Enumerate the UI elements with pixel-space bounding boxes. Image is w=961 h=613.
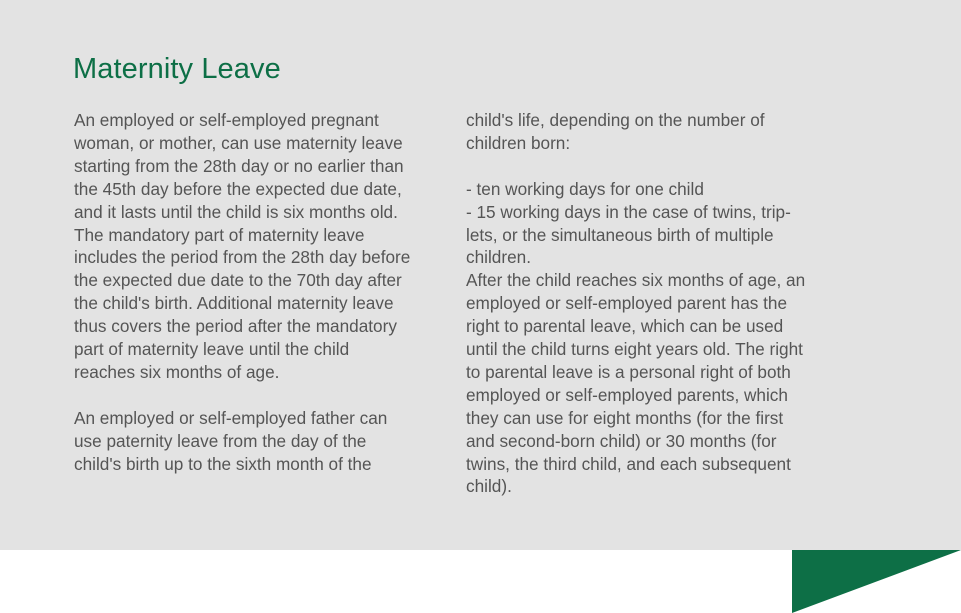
text-line: right to parental leave, which can be used <box>466 316 784 337</box>
paternity-leave-continued <box>466 109 838 155</box>
text-line: An employed or self-employed pregnant <box>74 110 379 130</box>
text-line: children born: <box>466 132 571 153</box>
text-line: the child's birth. Additional maternity leave <box>74 293 394 314</box>
parental-leave-paragraph <box>466 269 838 498</box>
list-item-continuation: children. <box>466 247 531 268</box>
text-line: reaches six months of age. <box>74 361 280 382</box>
paternity-leave-paragraph <box>74 407 444 476</box>
text-line: the 45th day before the expected due date, <box>74 178 402 199</box>
text-line: An employed or self-employed father can <box>74 407 388 428</box>
paragraph-gap <box>74 384 444 407</box>
paragraph-gap <box>466 155 838 178</box>
maternity-leave-paragraph <box>74 109 444 384</box>
right-column <box>466 109 838 498</box>
list-item: - 15 working days in the case of twins, trip- <box>466 201 791 222</box>
text-line: includes the period from the 28th day before <box>74 247 411 268</box>
text-line: the expected due date to the 70th day after <box>74 270 402 291</box>
left-column <box>74 109 444 475</box>
text-line: use paternity leave from the day of the <box>74 430 367 451</box>
text-line: and second-born child) or 30 months (for <box>466 430 777 451</box>
text-line: The mandatory part of maternity leave <box>74 224 365 245</box>
page-title: Maternity Leave <box>73 53 281 85</box>
text-line: and it lasts until the child is six months old. <box>74 201 398 222</box>
text-line: woman, or mother, can use maternity leave <box>74 132 403 153</box>
text-line: child's life, depending on the number of <box>466 110 765 130</box>
text-line: they can use for eight months (for the first <box>466 407 784 428</box>
text-line: thus covers the period after the mandatory <box>74 316 397 337</box>
text-line: until the child turns eight years old. The right <box>466 339 803 360</box>
text-line: part of maternity leave until the child <box>74 339 350 360</box>
text-line: starting from the 28th day or no earlier than <box>74 155 404 176</box>
text-line: child). <box>466 476 512 497</box>
text-line: After the child reaches six months of age, an <box>466 270 806 291</box>
paternity-days-list <box>466 178 838 270</box>
text-line: employed or self-employed parent has the <box>466 293 788 314</box>
list-item: - ten working days for one child <box>466 178 704 199</box>
corner-triangle-decoration <box>792 550 961 613</box>
corner-triangle <box>792 550 961 613</box>
text-line: to parental leave is a personal right of both <box>466 361 791 382</box>
text-line: employed or self-employed parents, which <box>466 384 788 405</box>
text-line: child's birth up to the sixth month of the <box>74 453 372 474</box>
list-item-continuation: lets, or the simultaneous birth of multiple <box>466 224 774 245</box>
text-line: twins, the third child, and each subsequent <box>466 453 791 474</box>
